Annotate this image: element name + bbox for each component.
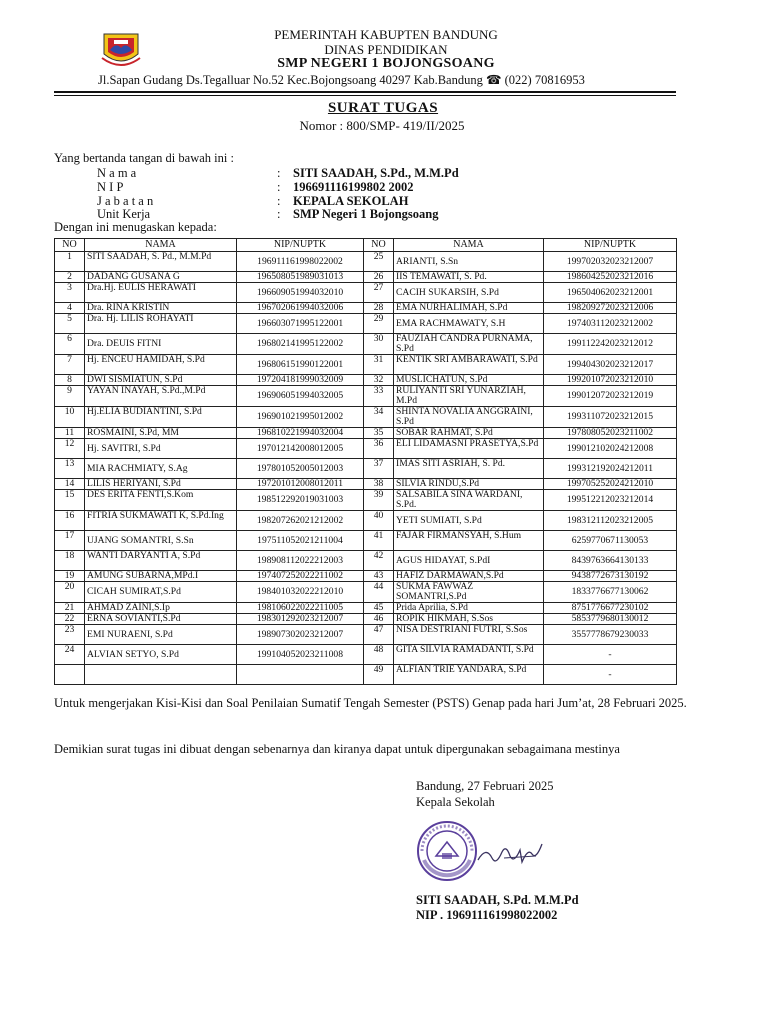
- cell-no: 16: [55, 511, 85, 531]
- col-header-nip: NIP/NUPTK: [544, 239, 677, 252]
- table-row: [55, 407, 677, 428]
- cell-nip: 199311072023212015: [544, 407, 677, 428]
- cell-no: 31: [364, 355, 394, 375]
- cell-nip: 1833776677130062: [544, 582, 677, 603]
- cell-name: FITRIA SUKMAWATI K, S.Pd.Ing: [85, 511, 237, 531]
- table-row: [55, 571, 677, 582]
- cell-nip: 196702061994032006: [237, 303, 364, 314]
- table-row: [55, 375, 677, 386]
- identity-colon: :: [277, 207, 281, 221]
- identity-value: SITI SAADAH, S.Pd., M.M.Pd: [293, 166, 459, 180]
- cell-nip: 197012142008012005: [237, 439, 364, 459]
- cell-nip: 197403112023212002: [544, 314, 677, 334]
- cell-no: 8: [55, 375, 85, 386]
- signature-place-date: Bandung, 27 Februari 2025: [416, 779, 554, 793]
- cell-no: 14: [55, 479, 85, 490]
- cell-nip: -: [544, 645, 677, 665]
- handwritten-signature-icon: [476, 838, 546, 870]
- cell-no: 1: [55, 252, 85, 272]
- cell-name: ALVIAN SETYO, S.Pd: [85, 645, 237, 665]
- cell-name: Dra.Hj. EULIS HERAWATI: [85, 283, 237, 303]
- cell-no: 29: [364, 314, 394, 334]
- cell-nip: 197201012008012011: [237, 479, 364, 490]
- cell-name: AMUNG SUBARNA,MPd.I: [85, 571, 237, 582]
- cell-name: AGUS HIDAYAT, S.PdI: [394, 551, 544, 571]
- cell-nip: 8439763664130133: [544, 551, 677, 571]
- col-header-no: NO: [55, 239, 85, 252]
- cell-name: LILIS HERIYANI, S.Pd: [85, 479, 237, 490]
- cell-nip: 198106022022211005: [237, 603, 364, 614]
- table-row: [55, 511, 677, 531]
- table-row: [55, 428, 677, 439]
- cell-name: SHINTA NOVALIA ANGGRAINI, S.Pd: [394, 407, 544, 428]
- cell-no: 35: [364, 428, 394, 439]
- cell-no: 42: [364, 551, 394, 571]
- table-row: [55, 551, 677, 571]
- signatory-nip: NIP . 196911161998022002: [416, 908, 558, 922]
- cell-name: SOBAR RAHMAT, S.Pd: [394, 428, 544, 439]
- cell-name: SILVIA RINDU,S.Pd: [394, 479, 544, 490]
- cell-nip: 199512212023212014: [544, 490, 677, 511]
- cell-name: MUSLICHATUN, S.Pd: [394, 375, 544, 386]
- cell-nip: 197808052023211002: [544, 428, 677, 439]
- cell-no: 39: [364, 490, 394, 511]
- cell-name: FAJAR FIRMANSYAH, S.Hum: [394, 531, 544, 551]
- table-row: [55, 603, 677, 614]
- cell-nip: 198209272023212006: [544, 303, 677, 314]
- cell-name: FAUZIAH CANDRA PURNAMA, S.Pd: [394, 334, 544, 355]
- cell-nip: 199702032023212007: [544, 252, 677, 272]
- cell-name: Hj. ENCEU HAMIDAH, S.Pd: [85, 355, 237, 375]
- identity-colon: :: [277, 194, 281, 208]
- cell-no: 32: [364, 375, 394, 386]
- cell-name: YAYAN INAYAH, S.Pd.,M.Pd: [85, 386, 237, 407]
- cell-no: 12: [55, 439, 85, 459]
- cell-nip: 198907302023212007: [237, 625, 364, 645]
- cell-name: EMA NURHALIMAH, S.Pd: [394, 303, 544, 314]
- cell-no: 47: [364, 625, 394, 645]
- cell-name: DADANG GUSANA G: [85, 272, 237, 283]
- cell-name: ERNA SOVIANTI,S.Pd: [85, 614, 237, 625]
- assignment-lead-text: Dengan ini menugaskan kepada:: [54, 220, 217, 234]
- cell-no: 27: [364, 283, 394, 303]
- cell-no: 38: [364, 479, 394, 490]
- cell-no: 41: [364, 531, 394, 551]
- cell-name: HAFIZ DARMAWAN,S.Pd: [394, 571, 544, 582]
- cell-nip: 199012072023212019: [544, 386, 677, 407]
- header-divider-thick: [54, 91, 676, 93]
- cell-no: 36: [364, 439, 394, 459]
- identity-label: J a b a t a n: [97, 194, 154, 208]
- cell-name: ELI LIDAMASNI PRASETYA,S.Pd: [394, 439, 544, 459]
- staff-table-body: [55, 252, 677, 685]
- table-row: [55, 625, 677, 645]
- cell-nip: 199104052023211008: [237, 645, 364, 665]
- cell-name: DWI SISMIATUN, S.Pd: [85, 375, 237, 386]
- cell-no: 49: [364, 665, 394, 685]
- cell-name: Hj.ELIA BUDIANTINI, S.Pd: [85, 407, 237, 428]
- cell-name: YETI SUMIATI, S.Pd: [394, 511, 544, 531]
- cell-no: 10: [55, 407, 85, 428]
- cell-name: EMA RACHMAWATY, S.H: [394, 314, 544, 334]
- cell-name: SALSABILA SINA WARDANI, S.Pd.: [394, 490, 544, 511]
- cell-name: GITA SILVIA RAMADANTI, S.Pd: [394, 645, 544, 665]
- cell-no: 17: [55, 531, 85, 551]
- table-row: [55, 314, 677, 334]
- identity-colon: :: [277, 166, 281, 180]
- cell-no: [55, 665, 85, 685]
- identity-value: 196691116199802 2002: [293, 180, 414, 194]
- cell-nip: 196508051989031013: [237, 272, 364, 283]
- cell-nip: 198604252023212016: [544, 272, 677, 283]
- cell-nip: 196810221994032004: [237, 428, 364, 439]
- cell-nip: 196802141995122002: [237, 334, 364, 355]
- cell-nip: 198312112023212005: [544, 511, 677, 531]
- cell-name: KENTIK SRI AMBARAWATI, S.Pd: [394, 355, 544, 375]
- cell-nip: 3557778679230033: [544, 625, 677, 645]
- cell-name: NISA DESTRIANI FUTRI, S.Sos: [394, 625, 544, 645]
- table-row: [55, 479, 677, 490]
- table-header-row: [55, 239, 677, 252]
- cell-nip: 199201072023212010: [544, 375, 677, 386]
- cell-name: SUKMA FAWWAZ SOMANTRI,S.Pd: [394, 582, 544, 603]
- identity-value: KEPALA SEKOLAH: [293, 194, 409, 208]
- staff-table: [54, 238, 677, 685]
- cell-no: 5: [55, 314, 85, 334]
- identity-label: N a m a: [97, 166, 137, 180]
- col-header-nip: NIP/NUPTK: [237, 239, 364, 252]
- cell-name: RULIYANTI SRI YUNARZIAH, M.Pd: [394, 386, 544, 407]
- cell-no: 19: [55, 571, 85, 582]
- cell-no: 3: [55, 283, 85, 303]
- cell-nip: 198207262021212002: [237, 511, 364, 531]
- table-row: [55, 334, 677, 355]
- cell-nip: 199404302023212017: [544, 355, 677, 375]
- identity-label: N I P: [97, 180, 124, 194]
- cell-name: Hj. SAVITRI, S.Pd: [85, 439, 237, 459]
- cell-nip: 196504062023212001: [544, 283, 677, 303]
- cell-no: 26: [364, 272, 394, 283]
- cell-nip: 8751776677230102: [544, 603, 677, 614]
- cell-name: MIA RACHMIATY, S.Ag: [85, 459, 237, 479]
- table-row: [55, 490, 677, 511]
- header-department: DINAS PENDIDIKAN: [324, 42, 448, 57]
- table-row: [55, 386, 677, 407]
- cell-nip: 196603071995122001: [237, 314, 364, 334]
- table-row: [55, 665, 677, 685]
- cell-no: 30: [364, 334, 394, 355]
- cell-name: UJANG SOMANTRI, S.Sn: [85, 531, 237, 551]
- cell-nip: 5853779680130012: [544, 614, 677, 625]
- cell-nip: -: [544, 665, 677, 685]
- cell-no: 28: [364, 303, 394, 314]
- signatory-name: SITI SAADAH, S.Pd. M.M.Pd: [416, 893, 579, 907]
- table-row: [55, 645, 677, 665]
- cell-nip: 199312192024212011: [544, 459, 677, 479]
- cell-no: 34: [364, 407, 394, 428]
- col-header-name: NAMA: [85, 239, 237, 252]
- cell-no: 25: [364, 252, 394, 272]
- cell-name: [85, 665, 237, 685]
- cell-no: 44: [364, 582, 394, 603]
- cell-nip: 199112242023212012: [544, 334, 677, 355]
- cell-no: 46: [364, 614, 394, 625]
- col-header-name: NAMA: [394, 239, 544, 252]
- cell-nip: 196806151990122001: [237, 355, 364, 375]
- cell-no: 20: [55, 582, 85, 603]
- cell-name: ROSMAINI, S.Pd, MM: [85, 428, 237, 439]
- cell-no: 24: [55, 645, 85, 665]
- cell-nip: 196911161998022002: [237, 252, 364, 272]
- signature-role: Kepala Sekolah: [416, 795, 495, 809]
- cell-name: ALFIAN TRIE YANDARA, S.Pd: [394, 665, 544, 685]
- cell-nip: 197204181999032009: [237, 375, 364, 386]
- cell-nip: 198512292019031003: [237, 490, 364, 511]
- header-divider-thin: [54, 95, 676, 96]
- document-title: SURAT TUGAS: [327, 100, 439, 116]
- cell-no: 6: [55, 334, 85, 355]
- identity-label: Unit Kerja: [97, 207, 151, 221]
- cell-no: 9: [55, 386, 85, 407]
- cell-no: 18: [55, 551, 85, 571]
- table-row: [55, 582, 677, 603]
- cell-name: CACIH SUKARSIH, S.Pd: [394, 283, 544, 303]
- table-row: [55, 459, 677, 479]
- cell-name: Dra. DEUIS FITNI: [85, 334, 237, 355]
- task-description: Untuk mengerjakan Kisi-Kisi dan Soal Penilaian Sumatif Tengah Semester (PSTS) Genap pada hari Jum’at, 28 Februari 2025.: [54, 696, 687, 710]
- header-address: Jl.Sapan Gudang Ds.Tegalluar No.52 Kec.Bojongsoang 40297 Kab.Bandung ☎ (022) 70816953: [98, 73, 585, 87]
- identity-value: SMP Negeri 1 Bojongsoang: [293, 207, 439, 221]
- cell-nip: 199705252024212010: [544, 479, 677, 490]
- cell-nip: 196906051994032005: [237, 386, 364, 407]
- table-row: [55, 252, 677, 272]
- cell-nip: 196901021995012002: [237, 407, 364, 428]
- cell-no: 43: [364, 571, 394, 582]
- table-row: [55, 355, 677, 375]
- table-row: [55, 272, 677, 283]
- cell-name: IIS TEMAWATI, S. Pd.: [394, 272, 544, 283]
- table-row: [55, 439, 677, 459]
- cell-name: SITI SAADAH, S. Pd., M.M.Pd: [85, 252, 237, 272]
- cell-no: 11: [55, 428, 85, 439]
- cell-nip: 198401032022212010: [237, 582, 364, 603]
- document-number: Nomor : 800/SMP- 419/II/2025: [299, 118, 465, 133]
- header-government: PEMERINTAH KABUPTEN BANDUNG: [274, 27, 498, 42]
- intro-text: Yang bertanda tangan di bawah ini :: [54, 151, 234, 165]
- cell-name: IMAS SITI ASRIAH, S. Pd.: [394, 459, 544, 479]
- cell-no: 23: [55, 625, 85, 645]
- cell-name: CICAH SUMIRAT,S.Pd: [85, 582, 237, 603]
- cell-name: Prida Aprilia, S.Pd: [394, 603, 544, 614]
- cell-no: 2: [55, 272, 85, 283]
- cell-no: 7: [55, 355, 85, 375]
- cell-no: 33: [364, 386, 394, 407]
- cell-nip: 9438772673130192: [544, 571, 677, 582]
- cell-name: WANTI DARYANTI A, S.Pd: [85, 551, 237, 571]
- cell-nip: 199012102024212008: [544, 439, 677, 459]
- cell-no: 21: [55, 603, 85, 614]
- cell-name: Dra. RINA KRISTIN: [85, 303, 237, 314]
- cell-nip: 196609051994032010: [237, 283, 364, 303]
- cell-name: Dra. Hj. LILIS ROHAYATI: [85, 314, 237, 334]
- table-row: [55, 531, 677, 551]
- cell-nip: 6259770671130053: [544, 531, 677, 551]
- header-school-name: SMP NEGERI 1 BOJONGSOANG: [277, 56, 495, 71]
- cell-nip: 198908112022212003: [237, 551, 364, 571]
- cell-nip: [237, 665, 364, 685]
- closing-statement: Demikian surat tugas ini dibuat dengan sebenarnya dan kiranya dapat untuk dipergunakan sebagaimana mestinya: [54, 742, 620, 756]
- identity-colon: :: [277, 180, 281, 194]
- cell-no: 4: [55, 303, 85, 314]
- cell-nip: 197407252022211002: [237, 571, 364, 582]
- table-row: [55, 614, 677, 625]
- cell-no: 15: [55, 490, 85, 511]
- cell-name: AHMAD ZAINI,S.Ip: [85, 603, 237, 614]
- cell-name: DES ERITA FENTI,S.Kom: [85, 490, 237, 511]
- cell-name: ROPIK HIKMAH, S.Sos: [394, 614, 544, 625]
- cell-name: EMI NURAENI, S.Pd: [85, 625, 237, 645]
- col-header-no: NO: [364, 239, 394, 252]
- official-stamp-icon: [416, 820, 478, 882]
- cell-no: 13: [55, 459, 85, 479]
- cell-no: 40: [364, 511, 394, 531]
- cell-no: 45: [364, 603, 394, 614]
- cell-no: 48: [364, 645, 394, 665]
- cell-no: 22: [55, 614, 85, 625]
- cell-name: ARIANTI, S.Sn: [394, 252, 544, 272]
- table-row: [55, 283, 677, 303]
- cell-no: 37: [364, 459, 394, 479]
- table-row: [55, 303, 677, 314]
- cell-nip: 198301292023212007: [237, 614, 364, 625]
- cell-nip: 197801052005012003: [237, 459, 364, 479]
- cell-nip: 197511052021211004: [237, 531, 364, 551]
